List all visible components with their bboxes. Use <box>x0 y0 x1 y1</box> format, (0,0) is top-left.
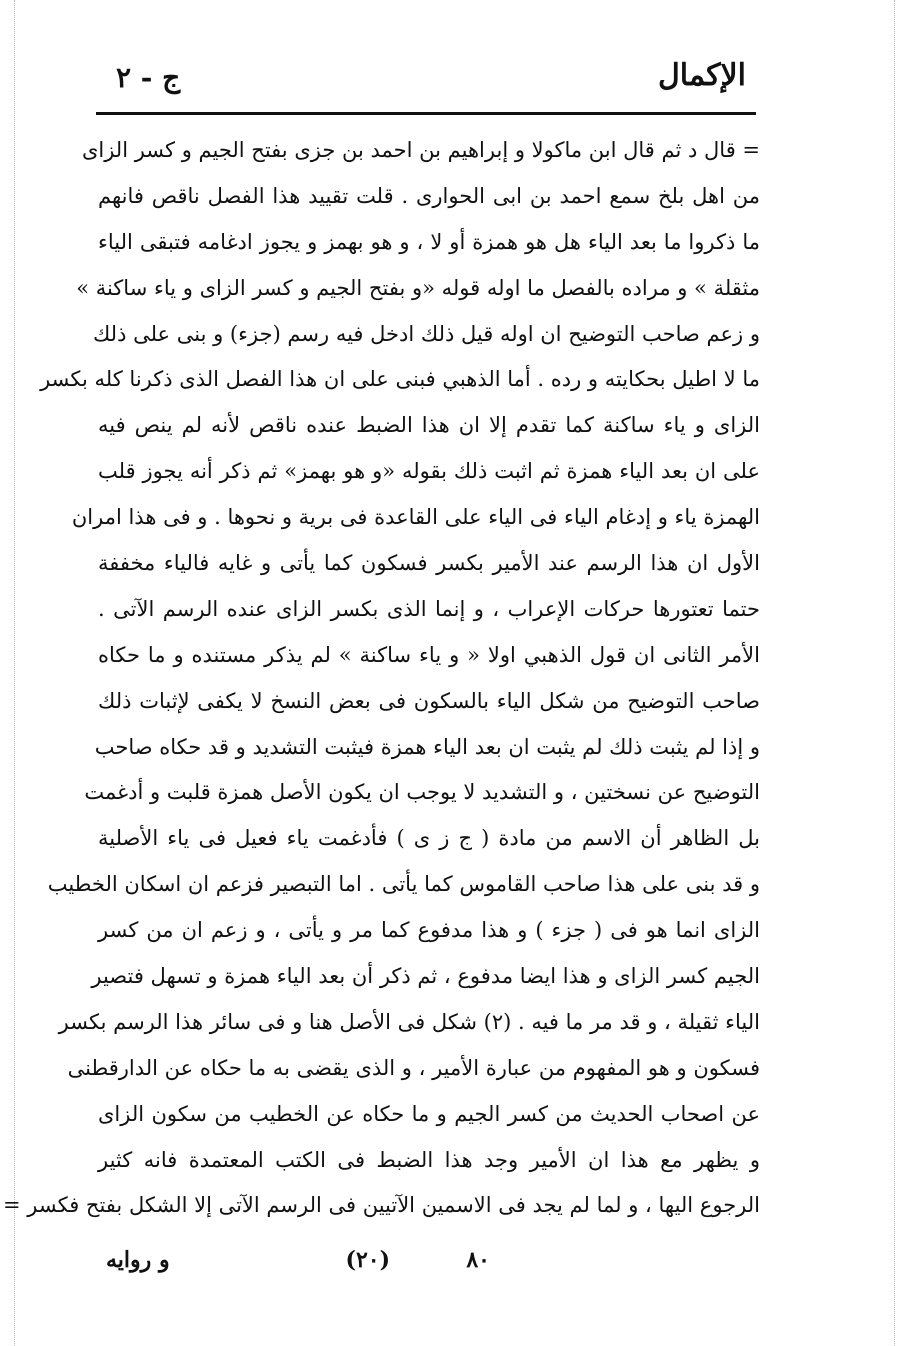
page-footer <box>96 1238 760 1288</box>
text-line-10: الأول ان هذا الرسم عند الأمير بكسر فسكون كما يأتى و غايه فالياء مخففة <box>98 551 760 576</box>
text-line-18: الزاى انما هو فى ( جزء ) و هذا مدفوع كما مر و يأتى ، و زعم ان من كسر <box>98 918 760 943</box>
text-line-7: الزاى و ياء ساكنة كما تقدم إلا ان هذا الضبط عنده ناقص لأنه لم ينص فيه <box>98 413 760 438</box>
text-line-15: التوضيح عن نسختين ، و التشديد لا يوجب ان يكون الأصل همزة قلبت و أدغمت <box>84 780 760 805</box>
page-number: ٨٠ <box>466 1247 490 1273</box>
text-line-12: الأمر الثانى ان قول الذهبي اولا « و ياء ساكنة » لم يذكر مستنده و ما حكاه <box>98 642 760 667</box>
main-text <box>3 128 760 1229</box>
text-line-14: و إذا لم يثبت ذلك لم يثبت ان بعد الياء همزة فيثبت التشديد و قد حكاه صاحب <box>94 734 760 759</box>
text-line-20: الياء ثقيلة ، و قد مر ما فيه . (٢) شكل فى الأصل هنا و فى سائر هذا الرسم بكسر <box>58 1009 760 1034</box>
text-line-9: الهمزة ياء و إدغام الياء فى الياء على القاعدة فى برية و نحوها . و فى هذا امران <box>71 505 760 530</box>
header-rule <box>96 112 756 115</box>
running-title: الإكمال <box>657 58 746 93</box>
text-line-5: و زعم صاحب التوضيح ان اوله قيل ذلك ادخل فيه رسم (جزء) و بنى على ذلك <box>92 321 760 346</box>
footnote-number: (٢٠) <box>345 1247 390 1273</box>
text-line-11: حتما تعتورها حركات الإعراب ، و إنما الذى بكسر الزاى عنده الرسم الآتى . <box>98 596 760 621</box>
volume-mark: ج - ٢ <box>116 61 181 94</box>
text-line-6: ما لا اطيل بحكايته و رده . أما الذهبي فبنى على ان هذا الفصل الذى ذكرنا كله بكسر <box>40 367 760 392</box>
text-line-16: بل الظاهر أن الاسم من مادة ( ج ز ى ) فأدغمت ياء فعيل فى ياء الأصلية <box>98 826 760 851</box>
text-line-13: صاحب التوضيح من شكل الياء بالسكون فى بعض النسخ لا يكفى لإثبات ذلك <box>98 688 760 713</box>
page-header <box>96 48 756 108</box>
text-line-24: الرجوع اليها ، و لما لم يجد فى الاسمين الآتيين فى الرسم الآتى إلا الشكل بفتح فكسر = <box>3 1193 760 1218</box>
text-line-23: و يظهر مع هذا ان الأمير وجد هذا الضبط فى الكتب المعتمدة فانه كثير <box>98 1147 760 1172</box>
text-line-21: فسكون و هو المفهوم من عبارة الأمير ، و الذى يقضى به ما حكاه عن الدارقطنى <box>67 1055 760 1080</box>
right-margin-dotted-line <box>894 0 895 1346</box>
text-line-1: = قال د ثم قال ابن ماكولا و إبراهيم بن احمد بن جزى بفتح الجيم و كسر الزاى <box>81 138 760 162</box>
text-line-3: ما ذكروا ما بعد الياء هل هو همزة أو لا ، و هو بهمز و يجوز ادغامه فتبقى الياء <box>98 229 760 254</box>
text-line-8: على ان بعد الياء همزة ثم اثبت ذلك بقوله «و هو بهمز» ثم ذكر أنه يجوز قلب <box>98 459 760 484</box>
text-line-17: و قد بنى على هذا صاحب القاموس كما يأتى . اما التبصير فزعم ان اسكان الخطيب <box>47 872 760 897</box>
text-line-19: الجيم كسر الزاى و هذا ايضا مدفوع ، ثم ذكر أن بعد الياء همزة و تسهل فتصير <box>91 964 760 989</box>
left-margin-dotted-line <box>14 0 15 1346</box>
text-line-4: مثقلة » و مراده بالفصل ما اوله قوله «و بفتح الجيم و كسر الزاى و ياء ساكنة » <box>76 275 760 300</box>
catchword: و روايه <box>106 1247 170 1273</box>
text-line-22: عن اصحاب الحديث من كسر الجيم و ما حكاه عن الخطيب من سكون الزاى <box>98 1101 760 1126</box>
text-line-2: من اهل بلخ سمع احمد بن ابى الحوارى . قلت تقييد هذا الفصل ناقص فانهم <box>98 183 760 208</box>
